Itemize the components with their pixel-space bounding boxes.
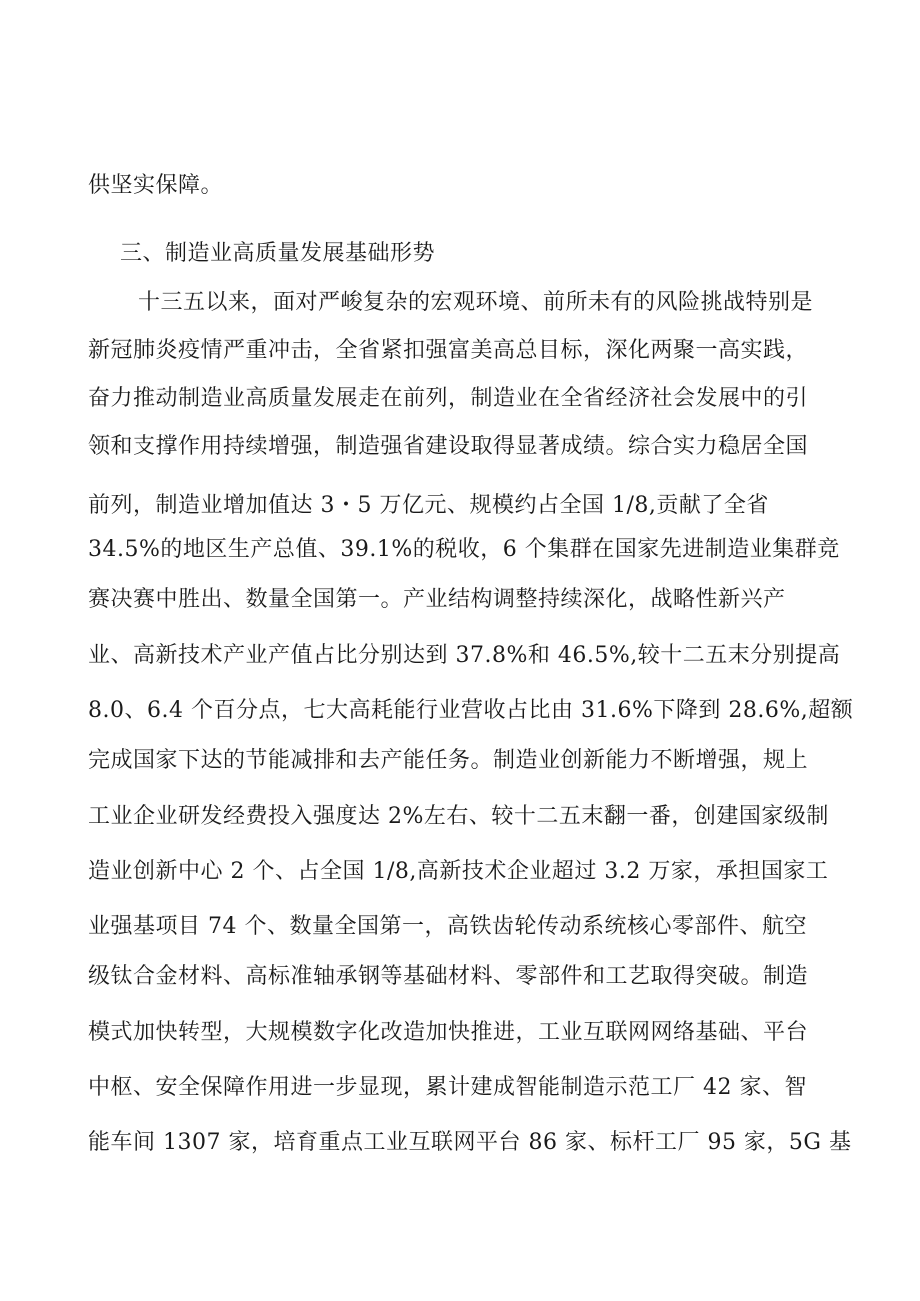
paragraph-line: 奋力推动制造业高质量发展走在前列，制造业在全省经济社会发展中的引 [88, 386, 809, 411]
paragraph-line: 新冠肺炎疫情严重冲击，全省紧扣强富美高总目标，深化两聚一高实践， [88, 338, 809, 363]
paragraph-line: 领和支撑作用持续增强，制造强省建设取得显著成绩。综合实力稳居全国 [88, 434, 809, 459]
paragraph-line: 工业企业研发经费投入强度达 2%左右、较十二五末翻一番，创建国家级制 [88, 804, 829, 829]
continuation-line: 供坚实保障。 [88, 173, 224, 198]
section-heading: 三、制造业高质量发展基础形势 [120, 241, 436, 266]
paragraph-line: 能车间 1307 家，培育重点工业互联网平台 86 家、标杆工厂 95 家，5G 基 [88, 1130, 852, 1155]
paragraph-line: 中枢、安全保障作用进一步显现，累计建成智能制造示范工厂 42 家、智 [88, 1075, 807, 1100]
paragraph-line: 业、高新技术产业产值占比分别达到 37.8%和 46.5%,较十二五末分别提高 [88, 643, 841, 668]
paragraph-line: 34.5%的地区生产总值、39.1%的税收，6 个集群在国家先进制造业集群竞 [88, 537, 840, 562]
paragraph-line: 完成国家下达的节能减排和去产能任务。制造业创新能力不断增强，规上 [88, 748, 809, 773]
paragraph-line: 业强基项目 74 个、数量全国第一，高铁齿轮传动系统核心零部件、航空 [88, 914, 807, 939]
paragraph-line: 8.0、6.4 个百分点，七大高耗能行业营收占比由 31.6%下降到 28.6%,超额 [88, 698, 854, 723]
paragraph-line: 级钛合金材料、高标准轴承钢等基础材料、零部件和工艺取得突破。制造 [88, 964, 809, 989]
paragraph-line: 模式加快转型，大规模数字化改造加快推进，工业互联网网络基础、平台 [88, 1020, 809, 1045]
paragraph-line: 造业创新中心 2 个、占全国 1/8,高新技术企业超过 3.2 万家，承担国家工 [88, 859, 829, 884]
paragraph-line: 十三五以来，面对严峻复杂的宏观环境、前所未有的风险挑战特别是 [138, 290, 814, 315]
paragraph-line: 前列，制造业增加值达 3・5 万亿元、规模约占全国 1/8,贡献了全省 [88, 493, 769, 518]
paragraph-line: 赛决赛中胜出、数量全国第一。产业结构调整持续深化，战略性新兴产 [88, 587, 786, 612]
